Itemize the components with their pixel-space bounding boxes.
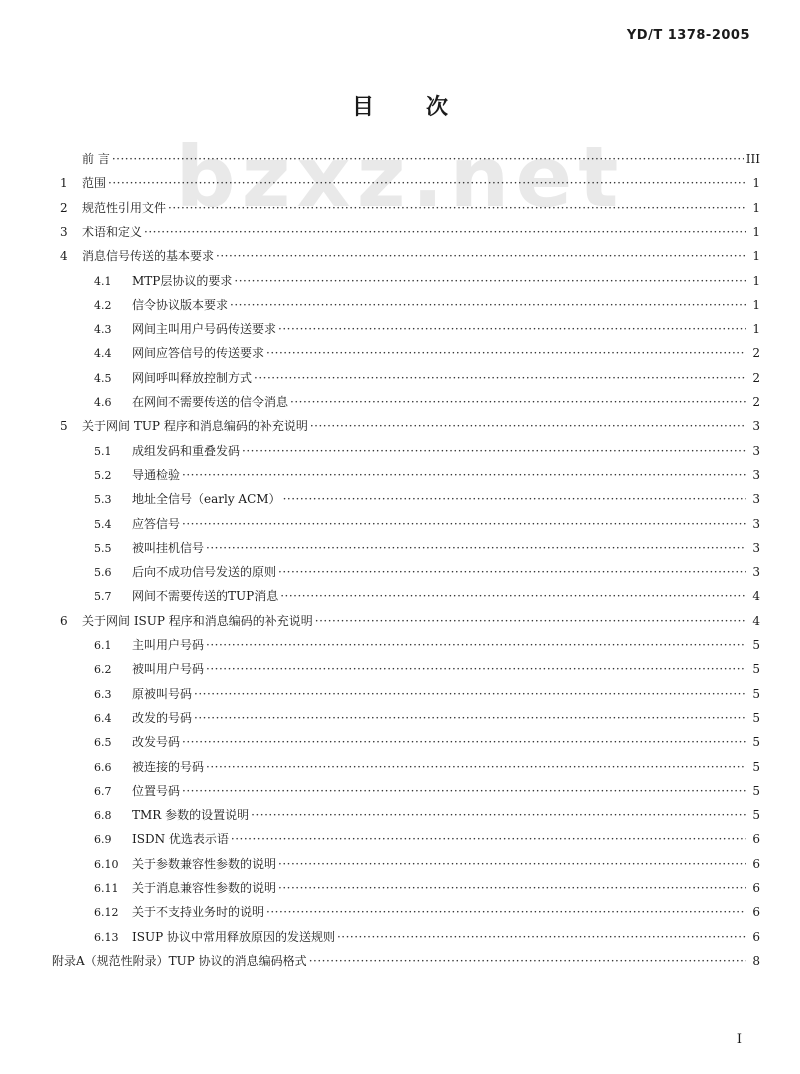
page-number: I bbox=[736, 1032, 742, 1047]
toc-entry-number: 5.7 bbox=[94, 590, 112, 604]
toc-dot-leader bbox=[144, 221, 746, 243]
toc-entry-title: 后向不成功信号发送的原则 bbox=[132, 565, 277, 580]
toc-entry-page: 2 bbox=[752, 395, 760, 409]
toc-entry-page: 1 bbox=[752, 322, 760, 337]
toc-entry[interactable] bbox=[94, 294, 760, 316]
toc-entry-number: 6.13 bbox=[94, 930, 119, 944]
toc-entry-title: ISUP 协议中常用释放原因的发送规则 bbox=[132, 929, 335, 944]
toc-entry-number: 2 bbox=[60, 200, 68, 215]
toc-entry-page: 5 bbox=[752, 638, 760, 652]
toc-entry-number: 5.2 bbox=[94, 468, 112, 482]
toc-entry-number: 6.11 bbox=[94, 882, 119, 895]
toc-entry-page: 1 bbox=[752, 224, 760, 239]
toc-entry[interactable] bbox=[94, 488, 760, 510]
toc-dot-leader bbox=[278, 853, 746, 875]
toc-dot-leader bbox=[278, 318, 746, 340]
toc-dot-leader bbox=[206, 537, 746, 559]
toc-entry[interactable] bbox=[94, 658, 760, 680]
toc-entry-page: 3 bbox=[752, 419, 760, 434]
toc-entry-number: 1 bbox=[60, 176, 68, 191]
toc-entry-title: TMR 参数的设置说明 bbox=[132, 808, 250, 823]
toc-entry-page: 1 bbox=[752, 176, 760, 191]
toc-entry-page: 5 bbox=[752, 735, 760, 750]
toc-entry[interactable] bbox=[94, 901, 760, 923]
toc-entry-page: III bbox=[745, 152, 760, 166]
toc-entry-title: 被叫挂机信号 bbox=[132, 540, 205, 555]
toc-dot-leader bbox=[216, 245, 746, 267]
toc-entry-page: 6 bbox=[752, 905, 760, 920]
toc-entry-page: 5 bbox=[752, 783, 760, 798]
toc-entry-title: 前 言 bbox=[82, 152, 110, 166]
toc-entry[interactable] bbox=[52, 950, 760, 972]
toc-entry-page: 1 bbox=[752, 200, 760, 215]
toc-dot-leader bbox=[315, 610, 746, 632]
toc-entry-page: 1 bbox=[752, 273, 760, 288]
toc-dot-leader bbox=[280, 585, 746, 607]
toc-dot-leader bbox=[182, 731, 746, 753]
toc-dot-leader bbox=[337, 926, 746, 948]
watermark: bzxz.net bbox=[175, 128, 625, 226]
toc-dot-leader bbox=[283, 488, 746, 510]
toc-entry-number: 4.5 bbox=[94, 371, 112, 385]
toc-entry-number: 4.3 bbox=[94, 323, 112, 337]
toc-entry-title: 网间不需要传送的TUP消息 bbox=[132, 589, 279, 604]
toc-dot-leader bbox=[278, 561, 746, 583]
toc-entry-number: 5.6 bbox=[94, 566, 112, 580]
toc-dot-leader bbox=[266, 901, 746, 923]
toc-entry-page: 3 bbox=[752, 467, 760, 482]
toc-entry-number: 6.9 bbox=[94, 833, 112, 847]
toc-entry-title: 导通检验 bbox=[132, 467, 181, 482]
toc-dot-leader bbox=[194, 683, 746, 705]
toc-dot-leader bbox=[231, 828, 746, 850]
toc-entry-number: 6.2 bbox=[94, 663, 112, 677]
toc-dot-leader bbox=[309, 950, 746, 972]
toc-entry-title: 改发的号码 bbox=[132, 710, 193, 725]
toc-entry-page: 5 bbox=[752, 808, 760, 823]
toc-entry-number: 4.4 bbox=[94, 347, 112, 361]
toc-dot-leader bbox=[182, 780, 746, 802]
toc-entry-page: 3 bbox=[752, 443, 760, 458]
toc-entry-title: 原被叫号码 bbox=[132, 686, 193, 701]
toc-entry[interactable] bbox=[94, 367, 760, 389]
toc-dot-leader bbox=[290, 391, 746, 413]
toc-entry[interactable] bbox=[94, 391, 760, 413]
toc-entry-page: 3 bbox=[752, 492, 760, 507]
toc-entry-title: 网间呼叫释放控制方式 bbox=[132, 370, 253, 385]
toc-entry-title: 规范性引用文件 bbox=[82, 200, 167, 215]
toc-entry[interactable] bbox=[60, 221, 760, 243]
toc-entry[interactable] bbox=[60, 148, 760, 170]
toc-entry-page: 1 bbox=[752, 297, 760, 312]
toc-entry-title: 改发号码 bbox=[132, 735, 181, 750]
toc-entry-title: 关于网间 TUP 程序和消息编码的补充说明 bbox=[82, 419, 308, 434]
toc-entry-number: 5.4 bbox=[94, 517, 112, 531]
toc-entry-title: 应答信号 bbox=[132, 516, 181, 531]
toc-entry-page: 6 bbox=[752, 856, 760, 871]
toc-dot-leader bbox=[251, 804, 746, 826]
toc-dot-leader bbox=[254, 367, 746, 389]
toc-entry-title: 范围 bbox=[82, 176, 107, 191]
toc-entry[interactable] bbox=[94, 318, 760, 340]
toc-entry-title: 关于不支持业务时的说明 bbox=[132, 905, 265, 920]
toc-entry-title: 术语和定义 bbox=[82, 224, 143, 239]
toc-entry-title: MTP层协议的要求 bbox=[132, 273, 233, 288]
toc-entry-number: 4.1 bbox=[94, 274, 112, 288]
toc-entry[interactable] bbox=[94, 683, 760, 705]
toc-entry[interactable] bbox=[60, 197, 760, 219]
toc-dot-leader bbox=[168, 197, 746, 219]
toc-entry-number: 6.3 bbox=[94, 687, 112, 701]
toc-entry[interactable] bbox=[94, 561, 760, 583]
toc-dot-leader bbox=[206, 756, 746, 778]
toc-entry-page: 5 bbox=[752, 686, 760, 701]
toc-entry-number: 6.4 bbox=[94, 711, 112, 725]
toc-entry-title: 成组发码和重叠发码 bbox=[132, 443, 241, 458]
toc-dot-leader bbox=[278, 877, 746, 899]
toc-entry-number: 6.5 bbox=[94, 736, 112, 750]
toc-entry[interactable] bbox=[94, 634, 760, 656]
toc-entry[interactable] bbox=[60, 245, 760, 267]
toc-dot-leader bbox=[242, 440, 746, 462]
toc-entry-page: 5 bbox=[752, 710, 760, 725]
toc-entry-page: 4 bbox=[752, 589, 760, 604]
toc-entry[interactable] bbox=[94, 756, 760, 778]
toc-entry-page: 4 bbox=[752, 613, 760, 628]
toc-entry-title: 位置号码 bbox=[132, 783, 181, 798]
toc-entry-number: 6.10 bbox=[94, 857, 119, 871]
toc-entry[interactable] bbox=[94, 537, 760, 559]
toc-entry[interactable] bbox=[94, 513, 760, 535]
toc-entry-number: 6.1 bbox=[94, 639, 112, 652]
toc-entry-page: 3 bbox=[752, 565, 760, 580]
toc-entry-page: 3 bbox=[752, 540, 760, 555]
toc-dot-leader bbox=[194, 707, 746, 729]
toc-entry[interactable] bbox=[60, 415, 760, 437]
toc-entry-title: 信令协议版本要求 bbox=[132, 297, 229, 312]
toc-dot-leader bbox=[266, 342, 746, 364]
toc-entry-page: 3 bbox=[752, 516, 760, 531]
toc-dot-leader bbox=[206, 634, 746, 656]
toc-entry-title: 网间应答信号的传送要求 bbox=[132, 346, 265, 361]
toc-entry-number: 6.6 bbox=[94, 760, 112, 774]
toc-entry-title: 网间主叫用户号码传送要求 bbox=[132, 322, 277, 337]
toc-entry-title: 附录A（规范性附录）TUP 协议的消息编码格式 bbox=[52, 953, 307, 968]
toc-entry-number: 5.1 bbox=[94, 444, 112, 458]
toc-entry-number: 5.3 bbox=[94, 493, 112, 507]
toc-entry[interactable] bbox=[94, 440, 760, 462]
toc-entry-page: 1 bbox=[752, 249, 760, 264]
toc-entry[interactable] bbox=[94, 853, 760, 875]
toc-entry[interactable] bbox=[94, 926, 760, 948]
toc-entry-number: 4 bbox=[60, 249, 68, 264]
toc-dot-leader bbox=[182, 513, 746, 535]
toc-entry-title: 消息信号传送的基本要求 bbox=[82, 249, 215, 264]
toc-entry[interactable] bbox=[94, 464, 760, 486]
toc-entry[interactable] bbox=[94, 731, 760, 753]
toc-entry-page: 2 bbox=[752, 346, 760, 361]
toc-dot-leader bbox=[230, 294, 746, 316]
toc-entry[interactable] bbox=[94, 828, 760, 850]
toc-entry[interactable] bbox=[94, 270, 760, 292]
toc-entry-number: 5.5 bbox=[94, 541, 112, 555]
toc-entry-number: 4.6 bbox=[94, 396, 112, 409]
toc-entry[interactable] bbox=[94, 780, 760, 802]
toc-entry-title: 关于参数兼容性参数的说明 bbox=[132, 856, 277, 871]
toc-entry-number: 6 bbox=[60, 613, 68, 628]
toc-entry-title: ISDN 优选表示语 bbox=[132, 832, 229, 847]
toc-entry[interactable] bbox=[94, 804, 760, 826]
toc-entry[interactable] bbox=[60, 610, 760, 632]
toc-entry-title: 关于网间 ISUP 程序和消息编码的补充说明 bbox=[82, 613, 313, 628]
toc-entry-page: 8 bbox=[752, 953, 760, 968]
toc-dot-leader bbox=[112, 148, 744, 170]
toc-entry-page: 6 bbox=[752, 832, 760, 847]
toc-entry-number: 6.12 bbox=[94, 906, 119, 920]
toc-dot-leader bbox=[182, 464, 746, 486]
toc-entry-page: 5 bbox=[752, 759, 760, 774]
toc-dot-leader bbox=[310, 415, 746, 437]
toc-dot-leader bbox=[234, 270, 746, 292]
toc-entry-title: 在网间不需要传送的信令消息 bbox=[132, 395, 289, 409]
toc-entry-title: 地址全信号（early ACM） bbox=[132, 492, 281, 507]
toc-entry-title: 关于消息兼容性参数的说明 bbox=[132, 881, 277, 895]
toc-entry[interactable] bbox=[94, 342, 760, 364]
toc-entry[interactable] bbox=[94, 877, 760, 899]
toc-entry[interactable] bbox=[60, 172, 760, 194]
toc-dot-leader bbox=[108, 172, 746, 194]
page-title: 目次 bbox=[351, 95, 500, 120]
toc-dot-leader bbox=[206, 658, 746, 680]
toc-entry-page: 5 bbox=[752, 662, 760, 677]
toc-entry-title: 被叫用户号码 bbox=[132, 662, 205, 677]
toc-entry-page: 6 bbox=[752, 881, 760, 895]
toc-entry-number: 6.7 bbox=[94, 784, 112, 798]
toc-entry-page: 2 bbox=[752, 370, 760, 385]
toc-entry-number: 6.8 bbox=[94, 809, 112, 823]
toc-entry-number: 4.2 bbox=[94, 298, 112, 312]
toc-entry-title: 被连接的号码 bbox=[132, 759, 205, 774]
toc-entry[interactable] bbox=[94, 585, 760, 607]
toc-entry-title: 主叫用户号码 bbox=[132, 638, 205, 652]
toc-entry-page: 6 bbox=[752, 929, 760, 944]
standard-code: YD/T 1378-2005 bbox=[626, 28, 750, 43]
toc-entry-number: 5 bbox=[60, 419, 68, 434]
toc-entry-number: 3 bbox=[60, 224, 68, 239]
toc-entry[interactable] bbox=[94, 707, 760, 729]
